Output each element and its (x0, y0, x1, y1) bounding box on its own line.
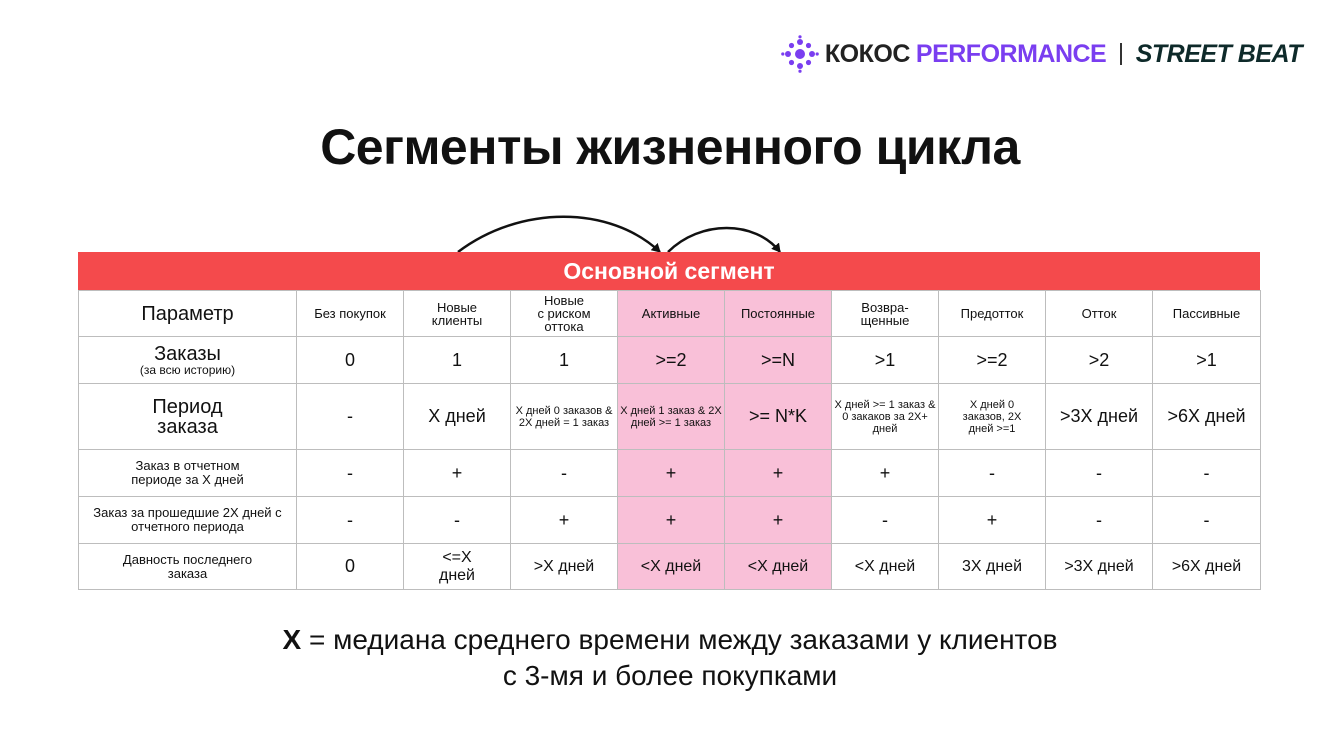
footnote-line-2: с 3-мя и более покупками (502, 660, 838, 691)
table-cell: + (939, 497, 1046, 544)
segments-table (78, 252, 1260, 590)
table-cell: - (939, 450, 1046, 497)
brand-kokos-text: КОКОС (824, 39, 910, 68)
table-cell: X дней 0 заказов & 2X дней = 1 заказ (511, 384, 618, 450)
table-cell: >1 (832, 337, 939, 384)
col-header-new: Новые клиенты (404, 291, 511, 337)
table-cell: >6X дней (1153, 384, 1261, 450)
table-cell: + (618, 450, 725, 497)
row-sublabel-text: (за всю историю) (139, 362, 236, 377)
table-cell: >1 (1153, 337, 1261, 384)
row-label-orders (79, 337, 297, 384)
table-cell: >2 (1046, 337, 1153, 384)
table-cell: >=2 (939, 337, 1046, 384)
col-header-loyal: Постоянные (725, 291, 832, 337)
table-cell: >= N*K (725, 384, 832, 450)
row-label-in-period: Заказ в отчетном периоде за X дней (79, 450, 297, 497)
footnote-line-1 (0, 622, 1340, 658)
arrow-to-active (458, 217, 660, 252)
table-row (79, 497, 1261, 544)
table-cell: - (1046, 497, 1153, 544)
col-header-pre-churn: Предотток (939, 291, 1046, 337)
table-cell: X дней 1 заказ & 2X дней >= 1 заказ (618, 384, 725, 450)
col-header-churn: Отток (1046, 291, 1153, 337)
arrow-to-loyal (668, 228, 780, 252)
row-label-period: Период заказа (79, 384, 297, 450)
table-cell: 0 (297, 337, 404, 384)
col-header-passive: Пассивные (1153, 291, 1261, 337)
table-cell: >=N (725, 337, 832, 384)
table-header-row (79, 291, 1261, 337)
table-cell: - (1153, 450, 1261, 497)
table-cell: - (404, 497, 511, 544)
footnote-x-symbol: X (282, 624, 302, 655)
table-row (79, 450, 1261, 497)
brand-bar (781, 34, 1302, 74)
table-cell: - (297, 384, 404, 450)
kokos-logo (781, 35, 1106, 73)
brand-street-beat-text: STREET BEAT (1135, 39, 1302, 68)
brand-divider (1120, 43, 1122, 65)
row-label-text: Заказы (154, 342, 221, 365)
row-label-prev-2x: Заказ за прошедшие 2X дней с отчетного периода (79, 497, 297, 544)
table-cell: >X дней (511, 544, 618, 590)
table-cell: X дней 0 заказов, 2X дней >=1 (939, 384, 1046, 450)
table-cell: - (832, 497, 939, 544)
main-segment-header: Основной сегмент (78, 252, 1260, 290)
table-cell: + (725, 497, 832, 544)
col-header-returned: Возвра- щенные (832, 291, 939, 337)
table-cell: + (511, 497, 618, 544)
table-cell: >6X дней (1153, 544, 1261, 590)
table-cell: <X дней (618, 544, 725, 590)
table-row (79, 384, 1261, 450)
table-cell: 1 (511, 337, 618, 384)
table-cell: <X дней (832, 544, 939, 590)
table-cell: - (1046, 450, 1153, 497)
kokos-dots-icon (781, 35, 819, 73)
table-cell: <X дней (725, 544, 832, 590)
row-label-recency: Давность последнего заказа (79, 544, 297, 590)
table-cell: >=2 (618, 337, 725, 384)
table-row (79, 337, 1261, 384)
table-cell: - (511, 450, 618, 497)
col-header-no-purchases: Без покупок (297, 291, 404, 337)
footnote-line-1-text: = медиана среднего времени между заказами у клиентов (301, 624, 1058, 655)
table-cell: <=X дней (404, 544, 511, 590)
table-cell: 1 (404, 337, 511, 384)
table-cell: 3X дней (939, 544, 1046, 590)
table-cell: - (1153, 497, 1261, 544)
param-header: Параметр (79, 291, 297, 337)
table-cell: + (725, 450, 832, 497)
table-cell: >3X дней (1046, 544, 1153, 590)
table-cell: + (404, 450, 511, 497)
table-cell: X дней >= 1 заказ & 0 закаков за 2X+ дней (832, 384, 939, 450)
table-cell: - (297, 450, 404, 497)
col-header-new-at-risk: Новые с риском оттока (511, 291, 618, 337)
table-cell: - (297, 497, 404, 544)
table-row (79, 544, 1261, 590)
table-cell: + (618, 497, 725, 544)
table-cell: >3X дней (1046, 384, 1153, 450)
table-cell: + (832, 450, 939, 497)
brand-performance-text: PERFORMANCE (915, 39, 1107, 68)
footnote (0, 622, 1340, 694)
page-title: Сегменты жизненного цикла (320, 119, 1020, 175)
col-header-active: Активные (618, 291, 725, 337)
table-cell: X дней (404, 384, 511, 450)
table-cell: 0 (297, 544, 404, 590)
